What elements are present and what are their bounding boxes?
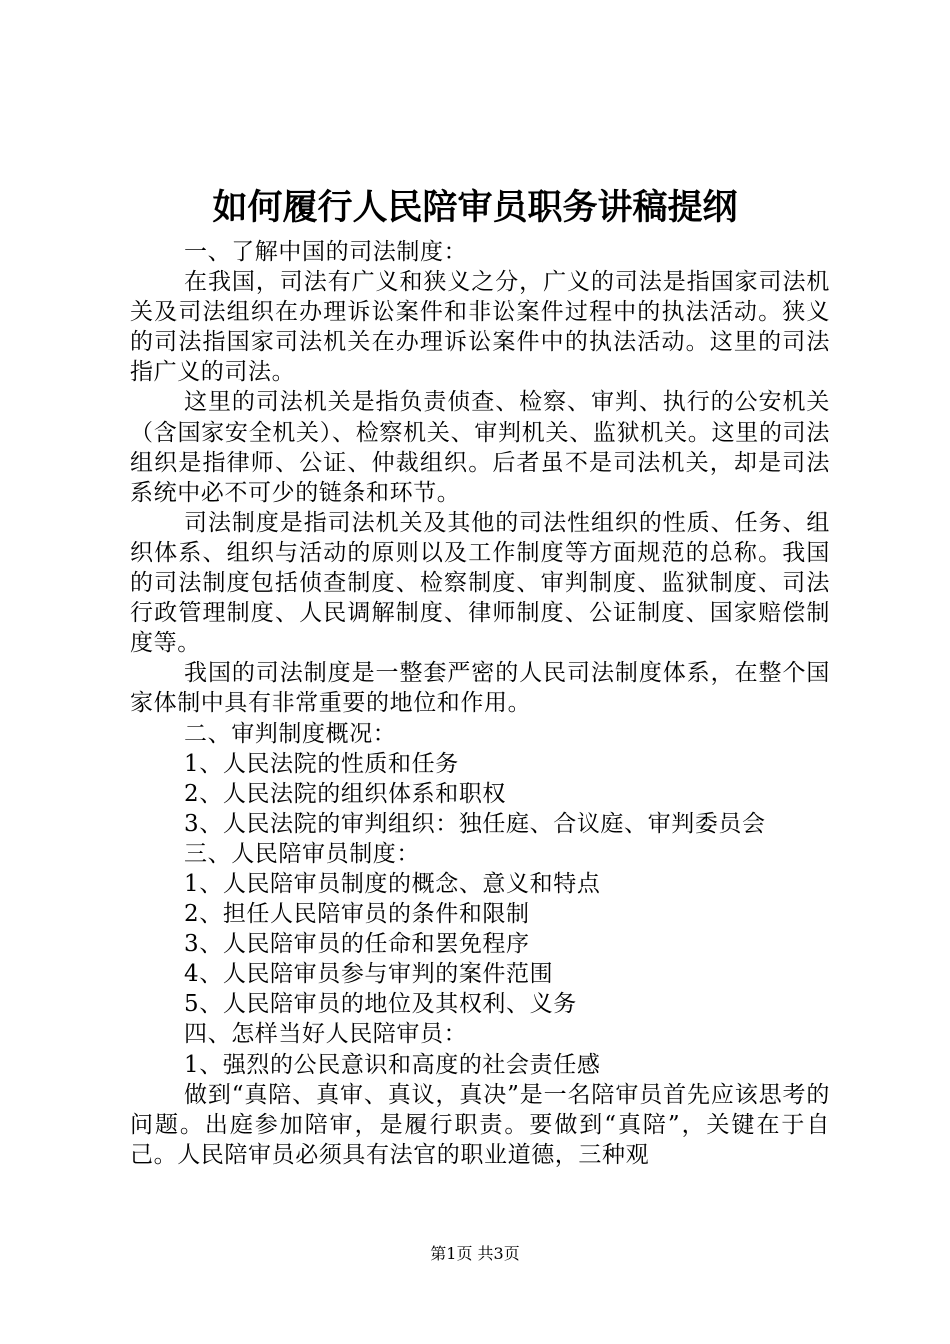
paragraph-section-2-heading: 二、审判制度概况： <box>184 720 397 747</box>
document-body <box>130 237 830 1170</box>
paragraph: 做到“真陪、真审、真议，真决”是一名陪审员首先应该思考的问题。出庭参加陪审，是履行职责。要做到“真陪”，关键在于自己。人民陪审员必须具有法官的职业道德，三种观 <box>130 1081 830 1168</box>
list-item: 2、担任人民陪审员的条件和限制 <box>184 901 530 928</box>
list-item: 3、人民法院的审判组织：独任庭、合议庭、审判委员会 <box>184 810 766 837</box>
paragraph-section-1-heading: 一、了解中国的司法制度： <box>184 239 468 265</box>
paragraph-section-4-heading: 四、怎样当好人民陪审员： <box>184 1021 468 1048</box>
list-item: 1、人民法院的性质和任务 <box>184 750 459 777</box>
list-item: 2、人民法院的组织体系和职权 <box>184 780 507 807</box>
list-item: 5、人民陪审员的地位及其权利、义务 <box>184 991 577 1018</box>
paragraph: 司法制度是指司法机关及其他的司法性组织的性质、任务、组织体系、组织与活动的原则以及工作制度等方面规范的总称。我国的司法制度包括侦查制度、检察制度、审判制度、监狱制度、司法行政管理制度、人民调解制度、律师制度、公证制度、国家赔偿制度等。 <box>130 509 830 657</box>
list-item: 4、人民陪审员参与审判的案件范围 <box>184 961 554 988</box>
paragraph: 这里的司法机关是指负责侦查、检察、审判、执行的公安机关（含国家安全机关）、检察机关、审判机关、监狱机关。这里的司法组织是指律师、公证、仲裁组织。后者虽不是司法机关，却是司法系统中必不可少的链条和环节。 <box>130 389 830 506</box>
paragraph: 在我国，司法有广义和狭义之分，广义的司法是指国家司法机关及司法组织在办理诉讼案件和非讼案件过程中的执法活动。狭义的司法指国家司法机关在办理诉讼案件中的执法活动。这里的司法指广义的司法。 <box>130 269 830 386</box>
paragraph-section-3-heading: 三、人民陪审员制度： <box>184 840 420 867</box>
list-item: 1、人民陪审员制度的概念、意义和特点 <box>184 870 601 897</box>
list-item: 1、强烈的公民意识和高度的社会责任感 <box>184 1051 601 1078</box>
document-title: 如何履行人民陪审员职务讲稿提纲 <box>212 187 738 228</box>
list-item: 3、人民陪审员的任命和罢免程序 <box>184 931 530 958</box>
paragraph: 我国的司法制度是一整套严密的人民司法制度体系，在整个国家体制中具有非常重要的地位和作用。 <box>130 660 830 717</box>
page-footer: 第1页 共3页 <box>430 1244 520 1263</box>
